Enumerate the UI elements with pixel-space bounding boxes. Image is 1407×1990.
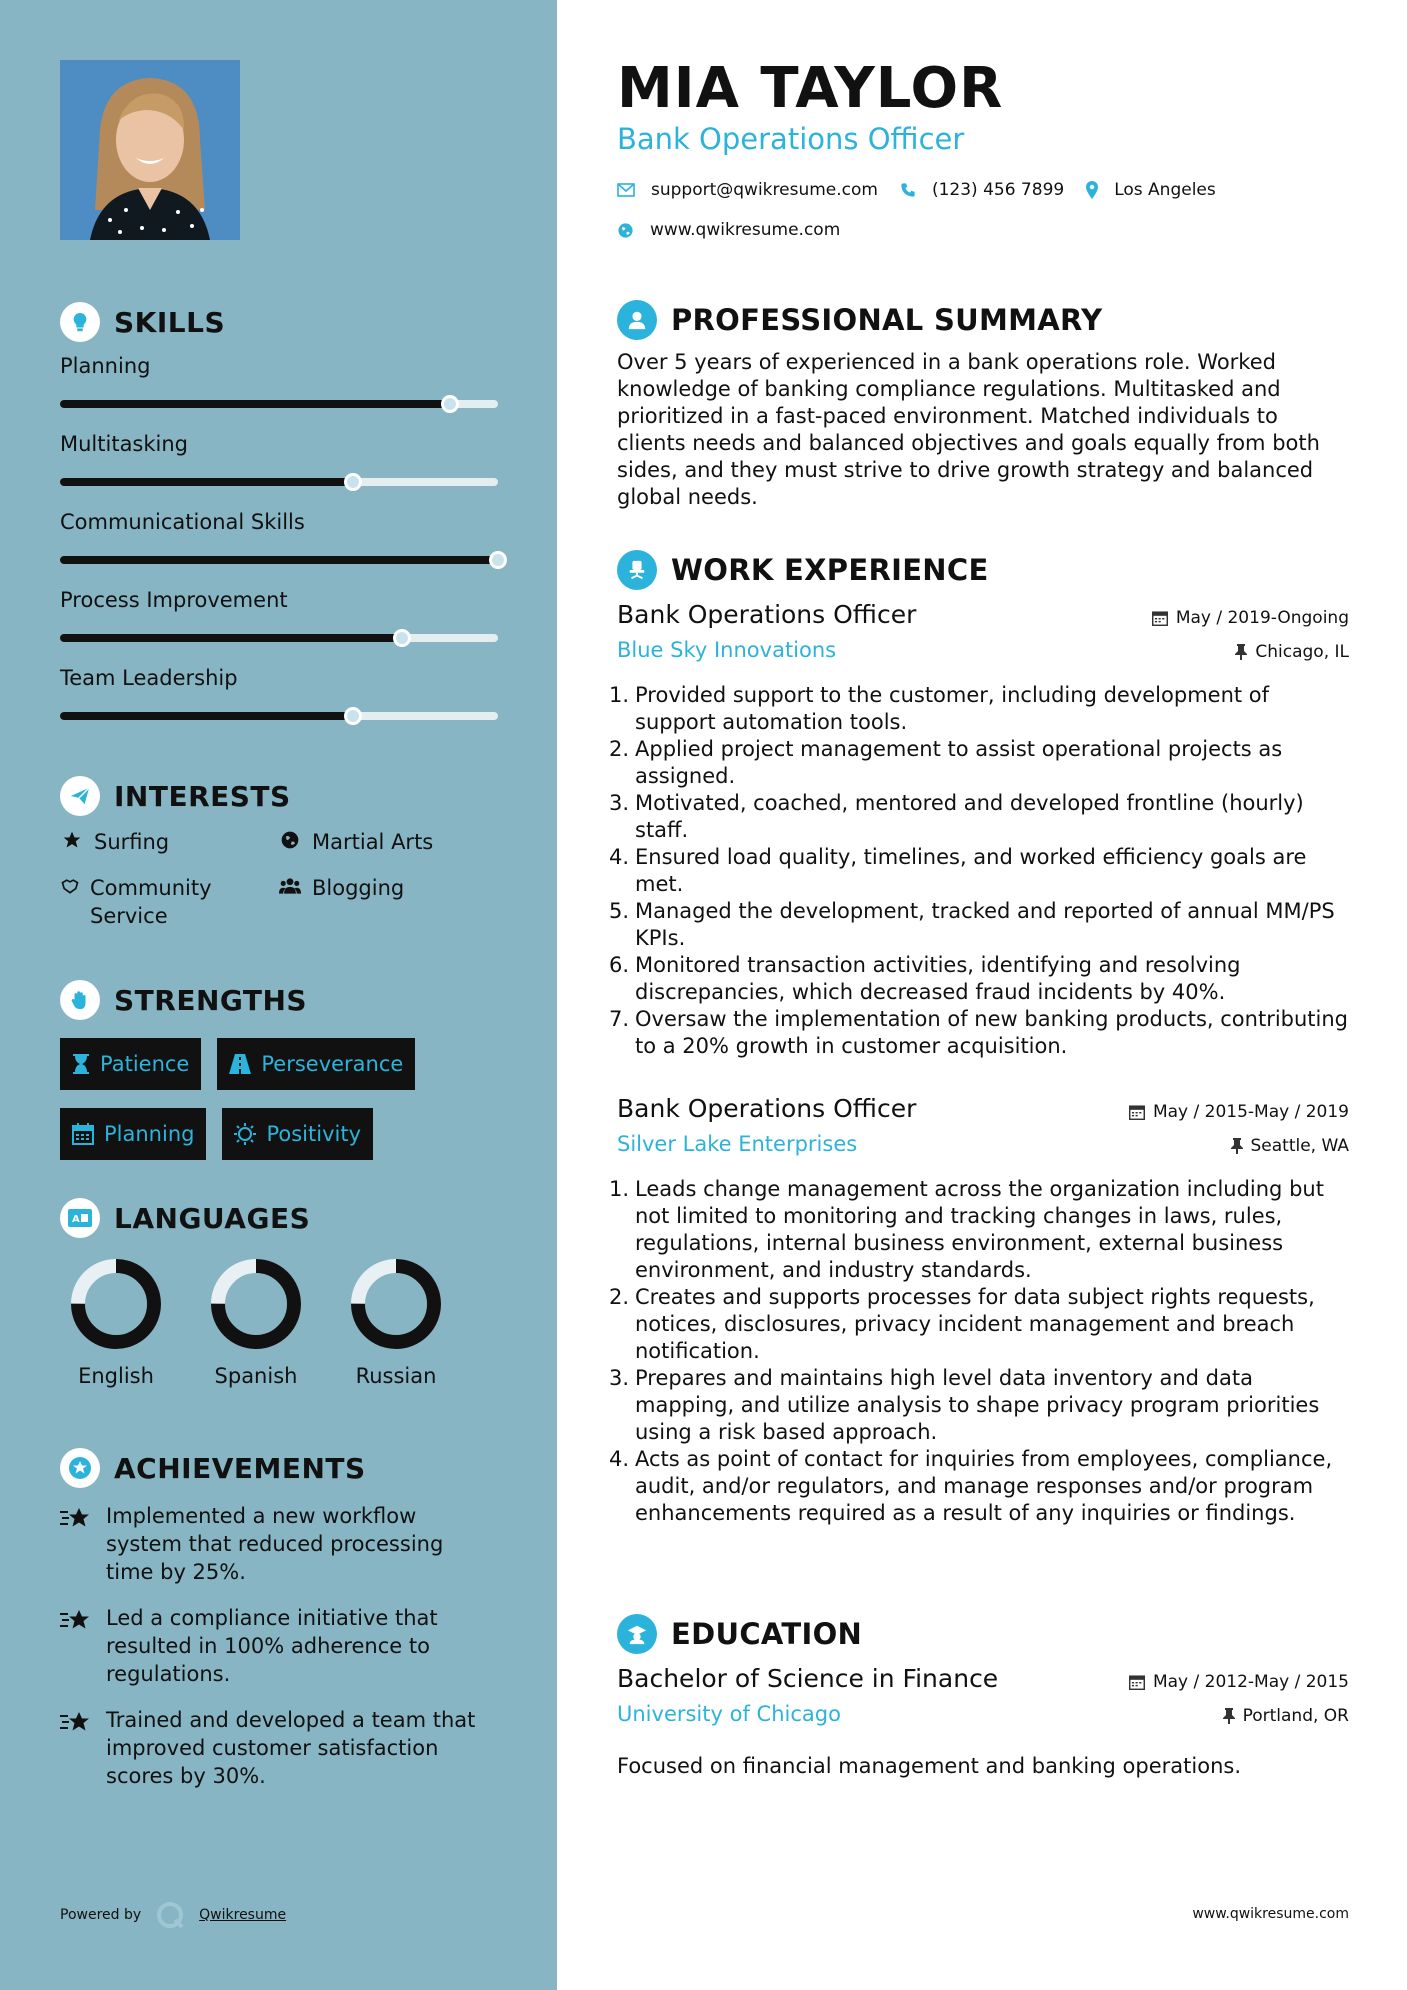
experience-title: WORK EXPERIENCE (671, 553, 989, 587)
language-ring (348, 1256, 444, 1352)
job-duty: 2. Creates and supports processes for data subject rights requests, notices, disclosures, privacy incident management and breach notification. (609, 1285, 1315, 1363)
summary-text: Over 5 years of experienced in a bank operations role. Worked knowledge of banking compliance regulations. Multitasked and prioritized in a fast-paced environment. Matched individuals to clients needs and balanced objectives and goals equally from both sides, and they must strive to drive growth strategy and balanced global needs. (617, 350, 1320, 509)
school-name: University of Chicago (617, 1702, 841, 1726)
job-duty: 4. Ensured load quality, timelines, and worked efficiency goals are met. (609, 845, 1307, 896)
map-pin-icon (1086, 181, 1098, 199)
shooting-star-icon (60, 1502, 94, 1536)
envelope-icon (617, 183, 635, 197)
skill-bar (60, 556, 498, 564)
degree-title: Bachelor of Science in Finance (617, 1664, 999, 1693)
contact-phone (900, 180, 1064, 200)
calendar-icon (1129, 1674, 1145, 1690)
languages-section (60, 1196, 500, 1388)
interest-item (60, 874, 250, 930)
achievement-text: Trained and developed a team that improved customer satisfaction scores by 30%. (106, 1708, 476, 1788)
globe-icon (278, 828, 302, 850)
phone-text: (123) 456 7899 (931, 180, 1065, 200)
job-date (1152, 608, 1349, 628)
website-text[interactable]: www.qwikresume.com (650, 220, 841, 240)
interest-item (278, 874, 404, 902)
user-icon (617, 300, 657, 340)
skill-bar (60, 400, 498, 408)
job-duty: 2. Applied project management to assist operational projects as assigned. (609, 737, 1283, 788)
lightbulb-icon (60, 302, 100, 342)
strengths-title: STRENGTHS (114, 983, 308, 1017)
achievements-section (60, 1446, 500, 1808)
interest-label: Blogging (312, 876, 405, 900)
achievement-item (60, 1502, 480, 1586)
hand-icon (60, 980, 100, 1020)
job-duties (609, 1176, 1349, 1527)
qwikresume-link[interactable]: Qwikresume (199, 1907, 287, 1923)
graduate-icon (617, 1614, 657, 1654)
skill-label: Communicational Skills (60, 510, 305, 534)
strength-label: Patience (100, 1052, 190, 1076)
road-icon (229, 1054, 251, 1074)
shooting-star-icon (60, 1604, 94, 1638)
job-duty: 6. Monitored transaction activities, identifying and resolving discrepancies, which decreased fraud incidents by 40%. (609, 953, 1241, 1004)
skill-item (60, 666, 500, 744)
job-title: Bank Operations Officer (617, 1094, 917, 1123)
footer-website[interactable]: www.qwikresume.com (1192, 1906, 1349, 1922)
language-item (196, 1256, 316, 1388)
strength-badge (217, 1038, 415, 1090)
contact-row-website (617, 220, 862, 240)
achievement-item (60, 1604, 480, 1688)
interest-item (278, 828, 433, 856)
experience-header (617, 548, 989, 592)
language-ring (68, 1256, 164, 1352)
star-badge-icon (60, 1448, 100, 1488)
job-duties (609, 682, 1349, 1060)
skills-title: SKILLS (114, 305, 226, 339)
powered-by (60, 1900, 286, 1930)
contact-row (617, 180, 1238, 200)
language-label: Spanish (214, 1364, 298, 1388)
job-location (1235, 642, 1349, 662)
achievement-text: Implemented a new workflow system that reduced processing time by 25%. (106, 1504, 444, 1584)
job-duty: 5. Managed the development, tracked and reported of annual MM/PS KPIs. (609, 899, 1335, 950)
interests-title: INTERESTS (114, 779, 291, 813)
language-label: Russian (355, 1364, 437, 1388)
strengths-header (60, 978, 500, 1022)
job-date (1129, 1102, 1349, 1122)
office-chair-icon (617, 550, 657, 590)
skill-item (60, 588, 500, 666)
interests-section (60, 774, 500, 938)
job-company: Blue Sky Innovations (617, 638, 837, 662)
languages-header (60, 1196, 500, 1240)
achievement-item (60, 1706, 480, 1790)
skill-item (60, 432, 500, 510)
hourglass-icon (72, 1053, 90, 1075)
star-icon (60, 828, 84, 850)
sun-icon (234, 1123, 256, 1145)
pushpin-icon (1235, 644, 1247, 660)
education-date-text: May / 2012-May / 2015 (1152, 1672, 1349, 1692)
job-location-text: Chicago, IL (1255, 642, 1349, 662)
strength-badge (60, 1038, 201, 1090)
languages-title: LANGUAGES (114, 1201, 311, 1235)
skills-list (60, 354, 500, 744)
paper-plane-icon (60, 776, 100, 816)
candidate-name: MIA TAYLOR (617, 56, 1004, 121)
strength-label: Positivity (266, 1122, 361, 1146)
education-location-text: Portland, OR (1242, 1706, 1349, 1726)
users-icon (278, 874, 302, 896)
pushpin-icon (1231, 1138, 1243, 1154)
skills-header (60, 300, 500, 344)
powered-by-label: Powered by (60, 1907, 142, 1923)
interest-label: Surfing (94, 830, 170, 854)
skill-label: Team Leadership (60, 666, 238, 690)
job-company: Silver Lake Enterprises (617, 1132, 858, 1156)
svg-text:A: A (72, 1214, 80, 1225)
translate-icon (60, 1198, 100, 1238)
job-duty: 4. Acts as point of contact for inquiries from employees, compliance, audit, and/or regulators, and manage responses and/or program enhancements required as a result of any inquiries or findings. (609, 1447, 1333, 1525)
education-date (1129, 1672, 1349, 1692)
contact-website (617, 220, 840, 240)
job-title: Bank Operations Officer (617, 600, 917, 629)
job-duty: 7. Oversaw the implementation of new banking products, contributing to a 20% growth in customer acquisition. (609, 1007, 1349, 1058)
skill-item (60, 354, 500, 432)
achievement-text: Led a compliance initiative that resulted in 100% adherence to regulations. (106, 1606, 438, 1686)
skill-item (60, 510, 500, 588)
job-location (1231, 1136, 1350, 1156)
achievements-title: ACHIEVEMENTS (114, 1451, 366, 1485)
candidate-role: Bank Operations Officer (617, 122, 965, 156)
job-date-text: May / 2015-May / 2019 (1152, 1102, 1349, 1122)
strength-badge (60, 1108, 206, 1160)
strengths-list (60, 1038, 500, 1160)
strength-label: Perseverance (261, 1052, 404, 1076)
interest-label: Community Service (90, 876, 212, 928)
language-item (336, 1256, 456, 1388)
achievements-list (60, 1502, 480, 1790)
interests-header (60, 774, 500, 818)
location-text: Los Angeles (1114, 180, 1216, 200)
language-item (56, 1256, 176, 1388)
skill-bar (60, 634, 498, 642)
education-description: Focused on financial management and banking operations. (617, 1754, 1242, 1778)
email-text[interactable]: support@qwikresume.com (651, 180, 878, 200)
sidebar (0, 0, 557, 1990)
language-label: English (78, 1364, 154, 1388)
shooting-star-icon (60, 1706, 94, 1740)
skill-bar (60, 712, 498, 720)
job-duty: 1. Provided support to the customer, including development of support automation tools. (609, 683, 1270, 734)
education-location (1223, 1706, 1349, 1726)
job-location-text: Seattle, WA (1250, 1136, 1349, 1156)
interest-label: Martial Arts (312, 830, 434, 854)
job-date-text: May / 2019-Ongoing (1175, 608, 1349, 628)
skill-label: Multitasking (60, 432, 189, 456)
achievements-header (60, 1446, 500, 1490)
skills-section (60, 300, 500, 744)
contact-email (617, 180, 878, 200)
skill-label: Process Improvement (60, 588, 288, 612)
languages-list (56, 1256, 456, 1388)
phone-icon (900, 182, 916, 198)
strength-label: Planning (104, 1122, 195, 1146)
interest-item (60, 828, 169, 856)
calendar-icon (72, 1123, 94, 1145)
calendar-icon (1129, 1104, 1145, 1120)
contact-location (1086, 180, 1216, 200)
job-duty: 3. Motivated, coached, mentored and developed frontline (hourly) staff. (609, 791, 1304, 842)
calendar-icon (1152, 610, 1168, 626)
job-duty: 1. Leads change management across the organization including but not limited to monitoring and tracking changes in laws, rules, regulations, internal business environment, external business environment, and industry standards. (609, 1177, 1324, 1282)
education-header (617, 1612, 862, 1656)
skill-bar (60, 478, 498, 486)
summary-header (617, 298, 1102, 342)
job-duty: 3. Prepares and maintains high level data inventory and data mapping, and utilize analysis to shape privacy program priorities using a risk based approach. (609, 1366, 1320, 1444)
interests-list (60, 828, 500, 938)
summary-title: PROFESSIONAL SUMMARY (671, 303, 1103, 337)
strengths-section (60, 978, 500, 1178)
globe-icon (617, 222, 634, 239)
qwikresume-logo-icon (155, 1900, 185, 1930)
pushpin-icon (1223, 1708, 1235, 1724)
education-title: EDUCATION (671, 1617, 863, 1651)
skill-label: Planning (60, 354, 151, 378)
strength-badge (222, 1108, 373, 1160)
handshake-icon (60, 874, 80, 896)
language-ring (208, 1256, 304, 1352)
profile-photo (60, 60, 240, 240)
